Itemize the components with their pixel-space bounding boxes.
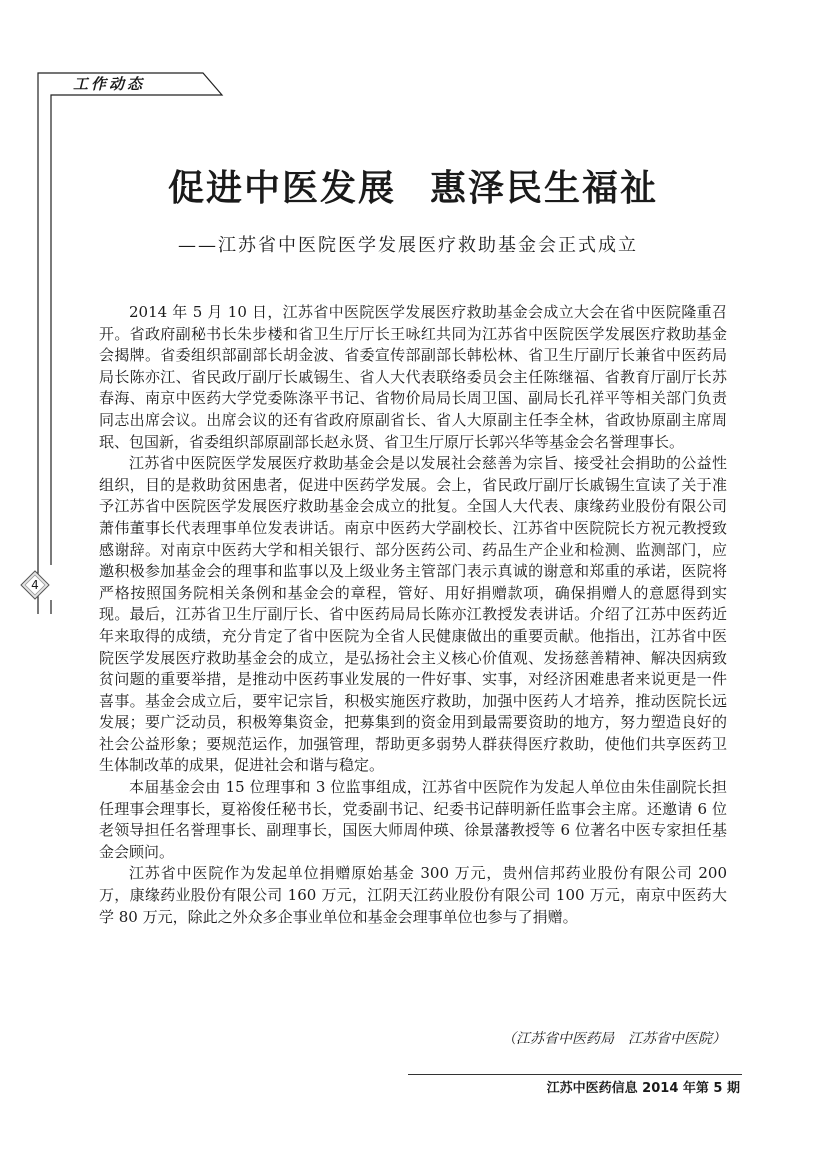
paragraph: 2014 年 5 月 10 日，江苏省中医院医学发展医疗救助基金会成立大会在省中医院隆重召开。省政府副秘书长朱步楼和省卫生厅厅长王咏红共同为江苏省中医院医学发展医疗救助基金会揭牌。省委组织部副部长胡金波、省委宣传部副部长韩松林、省卫生厅副厅长兼省中医药局局长陈亦江、省民政厅副厅长戚锡生、省人大代表联络委员会主任陈继福、省教育厅副厅长苏春海、南京中医药大学党委陈涤平书记、省物价局局长周卫国、副局长孔祥平等相关部门负责同志出席会议。出席会议的还有省政府原副省长、省人大原副主任李全林，省政协原副主席周珉、包国新，省委组织部原副部长赵永贤、省卫生厅原厅长郭兴华等基金会名誉理事长。 <box>99 303 727 451</box>
paragraph: 本届基金会由 15 位理事和 3 位监事组成，江苏省中医院作为发起人单位由朱佳副院长担任理事会理事长，夏裕俊任秘书长，党委副书记、纪委书记薛明新任监事会主席。还邀请 6 位老领导担任名誉理事长、副理事长，国医大师周仲瑛、徐景藩教授等 6 位著名中医专家担任基金会顾问。 <box>99 778 727 861</box>
footer-rule <box>408 1074 742 1075</box>
paragraph: 江苏省中医院作为发起单位捐赠原始基金 300 万元，贵州信邦药业股份有限公司 200 万，康缘药业股份有限公司 160 万元，江阴天江药业股份有限公司 100 万元，南京中医药大学 80 万元，除此之外众多企事业单位和基金会理事单位也参与了捐赠。 <box>99 864 727 926</box>
title-part-2: 惠泽民生福祉 <box>430 168 659 209</box>
article-body <box>99 302 727 928</box>
section-tab-label: 工作动态 <box>73 75 146 93</box>
paragraph: 江苏省中医院医学发展医疗救助基金会是以发展社会慈善为宗旨、接受社会捐助的公益性组织，目的是救助贫困患者，促进中医药学发展。会上，省民政厅副厅长戚锡生宣读了关于准予江苏省中医院医学发展医疗救助基金会成立的批复。全国人大代表、康缘药业股份有限公司萧伟董事长代表理事单位发表讲话。南京中医药大学副校长、江苏省中医院院长方祝元教授致感谢辞。对南京中医药大学和相关银行、部分医药公司、药品生产企业和检测、监测部门，应邀积极参加基金会的理事和监事以及上级业务主管部门表示真诚的谢意和郑重的承诺，医院将严格按照国务院相关条例和基金会的章程，管好、用好捐赠款项，确保捐赠人的意愿得到实现。最后，江苏省卫生厅副厅长、省中医药局局长陈亦江教授发表讲话。介绍了江苏中医药近年来取得的成绩，充分肯定了省中医院为全省人民健康做出的重要贡献。他指出，江苏省中医院医学发展医疗救助基金会的成立，是弘扬社会主义核心价值观、发扬慈善精神、解决因病致贫问题的重要举措，是推动中医药事业发展的一件好事、实事，对经济困难患者来说更是一件喜事。基金会成立后，要牢记宗旨，积极实施医疗救助，加强中医药人才培养，推动医院长远发展；要广泛动员，积极筹集资金，把募集到的资金用到最需要资助的地方，努力塑造良好的社会公益形象；要规范运作，加强管理，帮助更多弱势人群获得医疗救助，使他们共享医药卫生体制改革的成果，促进社会和谐与稳定。 <box>99 454 727 775</box>
page-number: 4 <box>31 578 39 592</box>
article-source: （江苏省中医药局 江苏省中医院） <box>502 1031 726 1047</box>
article-title <box>60 160 766 211</box>
title-part-1: 促进中医发展 <box>167 168 396 209</box>
page-number-badge <box>20 570 50 600</box>
article-subtitle: ——江苏省中医院医学发展医疗救助基金会正式成立 <box>178 235 638 256</box>
journal-footer: 江苏中医药信息 2014 年第 5 期 <box>546 1081 740 1096</box>
